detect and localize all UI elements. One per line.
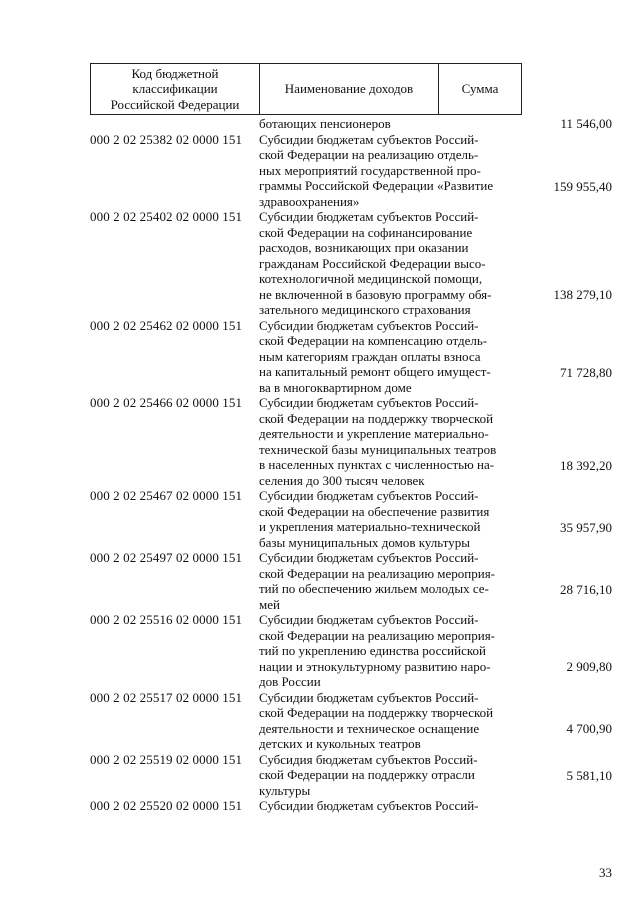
row-name: Субсидии бюджетам субъектов Россий- ской Федерации на реализацию мероприя- тий по укреплению единства российской нации и этнокультурному развитию наро- дов России [259,612,496,689]
row-code: 000 2 02 25516 02 0000 151 [90,612,243,627]
row-name: Субсидии бюджетам субъектов Россий- ской Федерации на обеспечение развития и укрепления материально-технической базы муниципальных домов культуры [259,488,490,550]
row-name: Субсидии бюджетам субъектов Россий- ской Федерации на компенсацию отдель- ным категориям граждан оплаты взноса на капитальный ремонт общего имущест- ва в многоквартирном доме [259,317,491,395]
table-header [90,63,522,115]
header-sum-label: Сумма [461,81,499,97]
row-code: 000 2 02 25402 02 0000 151 [90,209,243,224]
header-name-column [260,64,439,114]
row-sum: 5 581,10 [566,767,612,783]
table-row-carry-over [90,116,612,132]
row-code: 000 2 02 25517 02 0000 151 [90,689,243,705]
row-sum: 138 279,10 [553,287,612,302]
row-code: 000 2 02 25382 02 0000 151 [90,131,243,147]
row-sum: 28 716,10 [560,581,612,597]
row-name: Субсидия бюджетам субъектов Россий- ской Федерации на поддержку отрасли культуры [259,751,478,798]
row-sum: 18 392,20 [560,457,612,473]
row-name: Субсидии бюджетам субъектов Россий- ской Федерации на поддержку творческой деятельности и техническое оснащение детских и кукольных театров [259,689,494,751]
table-row [90,395,612,488]
table-row [90,612,612,690]
row-name: Субсидии бюджетам субъектов Россий- ской Федерации на реализацию отдель- ных мероприятий государственной про- граммы Российской Федерации «Развитие здравоохранения» [259,131,494,209]
row-sum: 4 700,90 [566,721,612,736]
row-code: 000 2 02 25467 02 0000 151 [90,488,243,503]
header-name-label: Наименование доходов [284,81,414,97]
table-row [90,318,612,396]
table-row [90,550,612,612]
row-code: 000 2 02 25462 02 0000 151 [90,317,243,333]
table-row [90,488,612,550]
row-code: 000 2 02 25466 02 0000 151 [90,395,243,410]
page-number: 33 [599,865,612,880]
row-name: ботающих пенсионеров [259,116,391,131]
table-row [90,690,612,752]
table-row [90,132,612,210]
row-code: 000 2 02 25497 02 0000 151 [90,550,243,565]
table-body [90,116,612,814]
row-name: Субсидии бюджетам субъектов Россий- ской Федерации на реализацию мероприя- тий по обеспечению жильем молодых се- мей [259,550,496,612]
header-code-label: Код бюджетной классификации Российской Федерации [110,65,240,112]
row-sum: 35 957,90 [560,519,612,535]
row-name: Субсидии бюджетам субъектов Россий- ской Федерации на софинансирование расходов, возникающих при оказании гражданам Российской Федерации высо- котехнологичной медицинской помощи, не включенной в базовую программу обя- зательного медицинского страхования [259,209,492,317]
row-sum: 2 909,80 [566,659,612,674]
row-sum: 71 728,80 [560,364,612,380]
row-name: Субсидии бюджетам субъектов Россий- [259,798,479,813]
table-row [90,752,612,799]
row-code: 000 2 02 25520 02 0000 151 [90,798,243,813]
row-sum: 159 955,40 [553,178,612,194]
table-row [90,209,612,318]
header-sum-column [439,64,521,114]
row-code: 000 2 02 25519 02 0000 151 [90,751,243,767]
row-sum: 11 546,00 [560,116,612,131]
table-row [90,798,612,814]
header-code-column [91,64,260,114]
row-name: Субсидии бюджетам субъектов Россий- ской Федерации на поддержку творческой деятельности и укрепление материально- технической базы муниципальных театров в населенных пунктах с численностью на- селения до 300 тысяч человек [259,395,497,488]
